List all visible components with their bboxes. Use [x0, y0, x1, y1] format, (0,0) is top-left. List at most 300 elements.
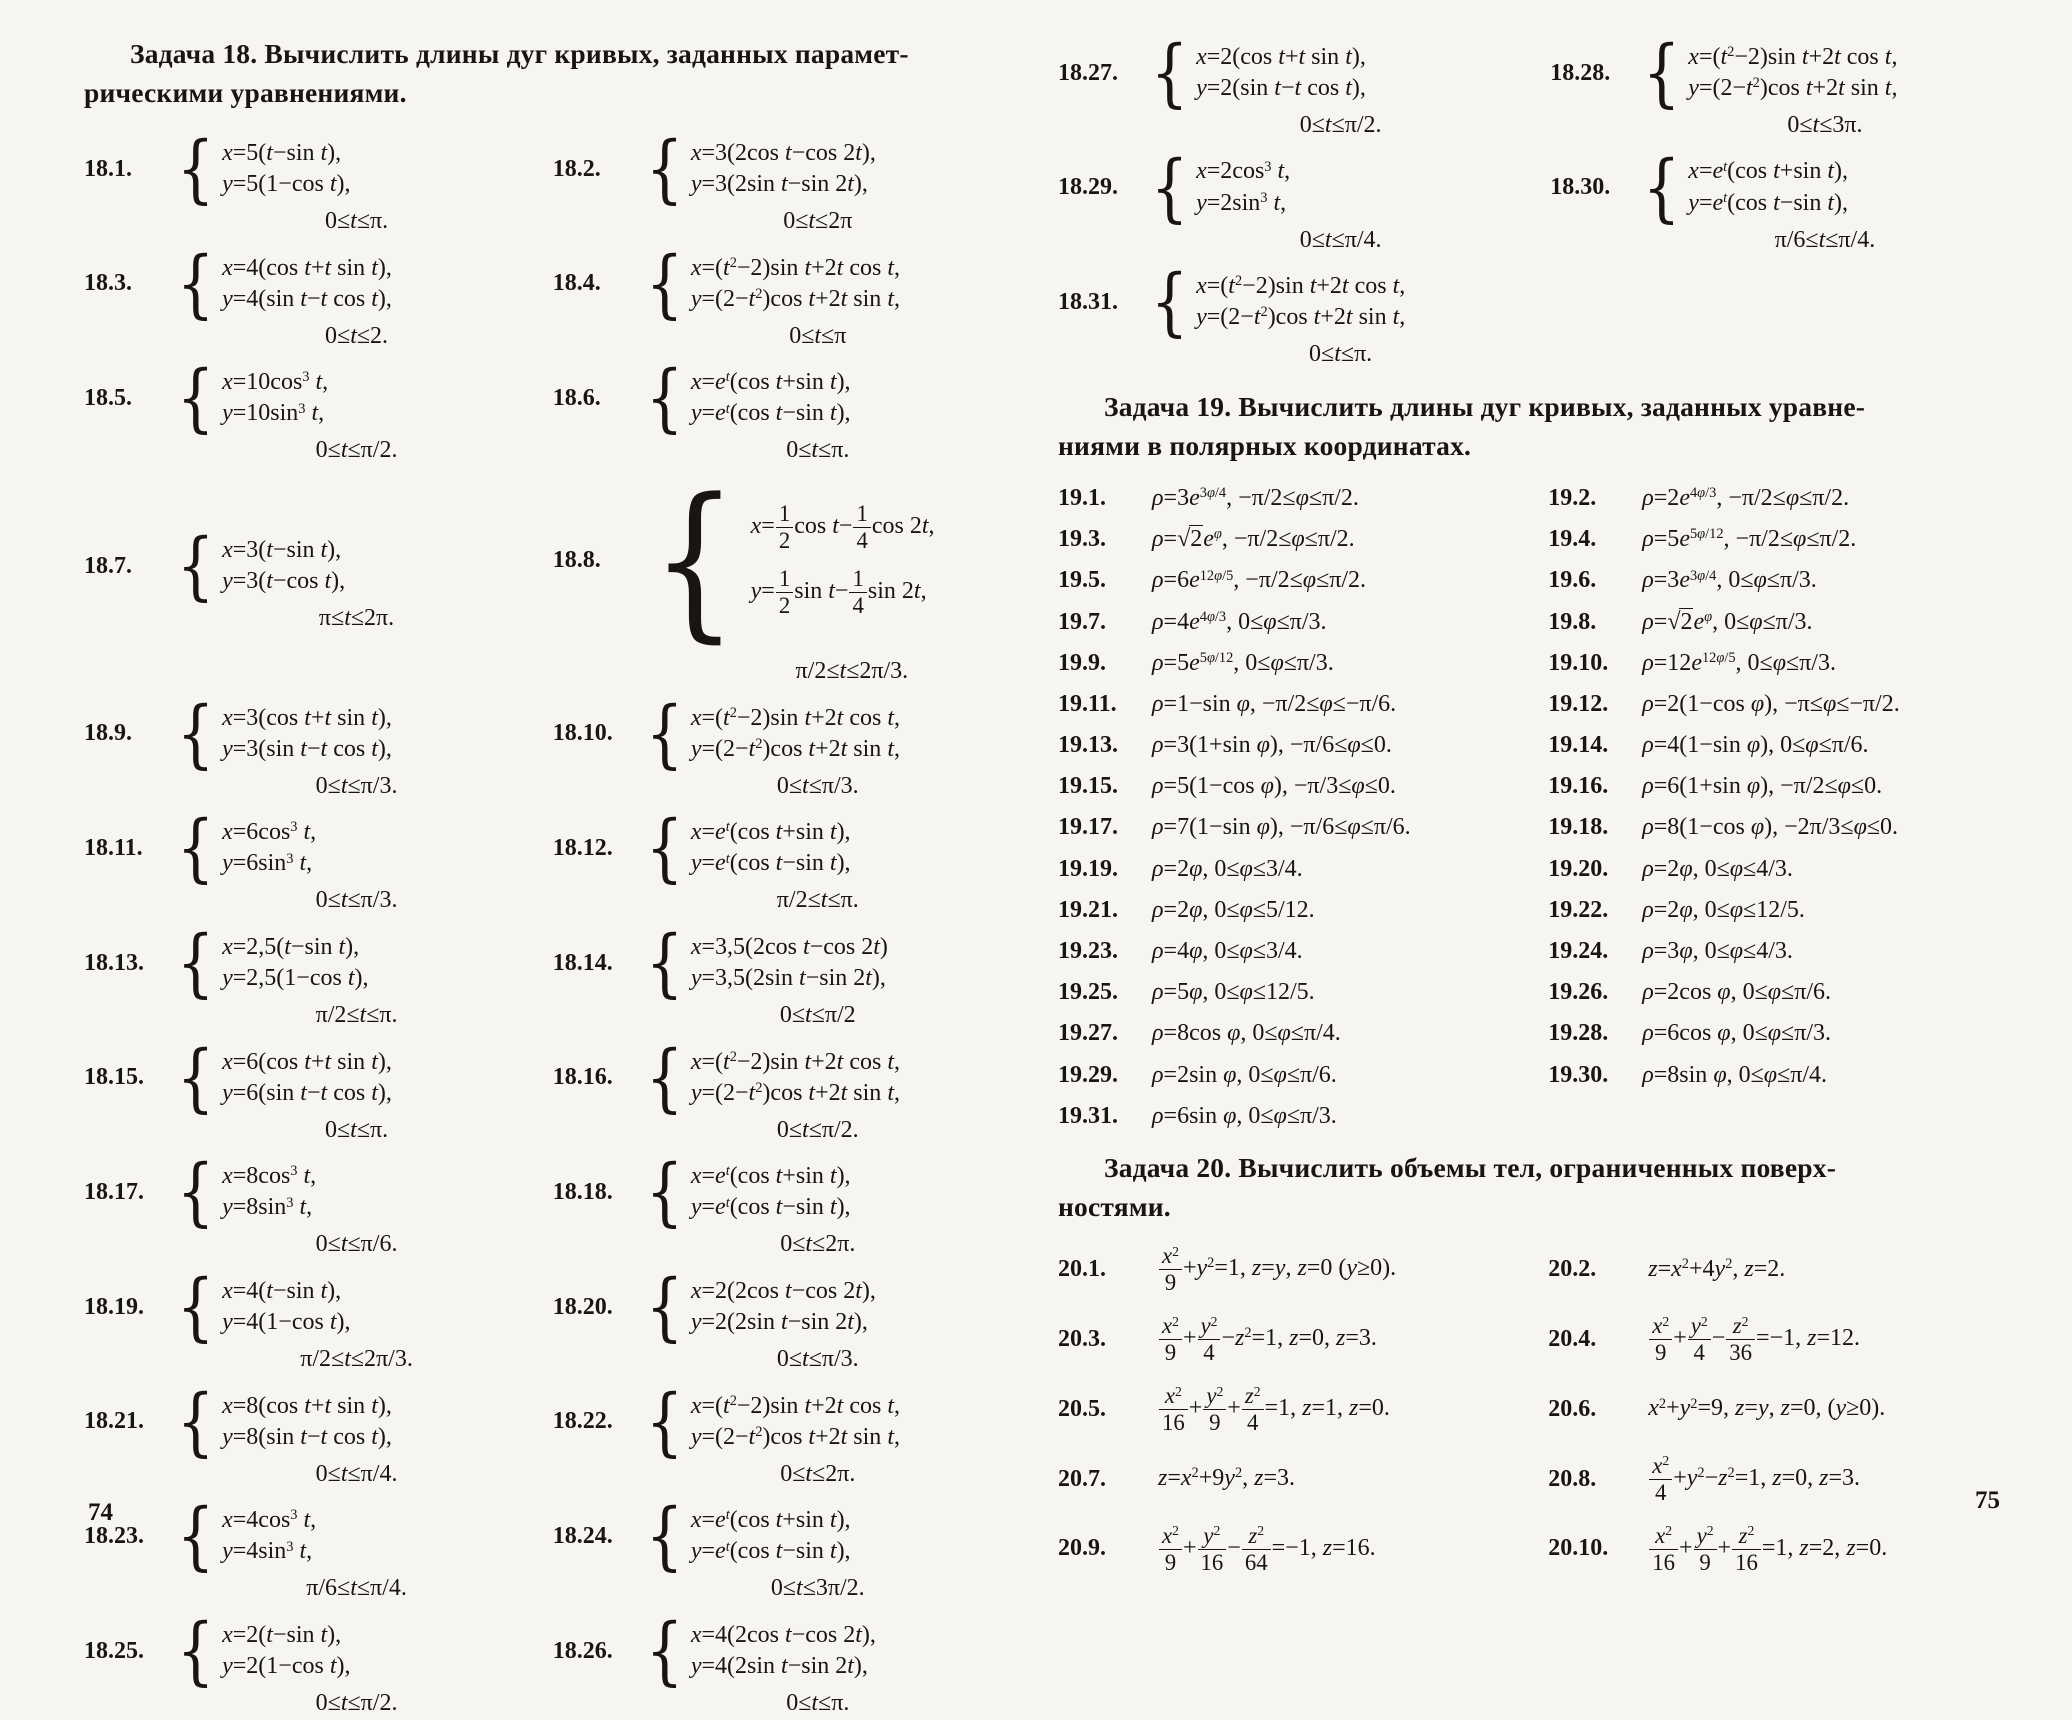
problem-body: $\frac{x^2}{9}$ + $\frac{y^2}{4}$ − $\frac{z^2}{36}$ =−1, z=12. [1642, 1325, 1860, 1351]
problem-system [552, 240, 990, 353]
problem-system [1550, 144, 2010, 257]
equation-y: y=3,5(2sin t−sin 2t), [690, 965, 886, 992]
section18-heading-line1: Вычислить длины дуг кривых, заданных парамет- [257, 38, 909, 69]
problem-number: 18.4. [552, 270, 601, 297]
equation-x: x=4(2cos t−cos 2t), [690, 1621, 876, 1648]
system-brace: { [645, 355, 684, 442]
problem-body: ρ=6(1+sin φ), −π/2≤φ≤0. [1642, 773, 1883, 800]
problem-body: ρ=1−sin φ, −π/2≤φ≤−π/6. [1152, 690, 1397, 717]
problem-line [1548, 1454, 2010, 1505]
problem-number: 19.19. [1058, 855, 1118, 882]
equation-x: x=2(t−sin t), [222, 1621, 342, 1648]
problem-body: ρ=2(1−cos φ), −π≤φ≤−π/2. [1642, 690, 1900, 717]
problem-system [552, 1149, 990, 1261]
problem-number: 19.5. [1058, 567, 1106, 594]
system-brace: { [645, 1034, 684, 1121]
problem-line [1058, 1060, 1538, 1092]
problem-system [1058, 144, 1536, 257]
system-brace: { [651, 462, 737, 659]
equation-x: $x=e^t(\cos$ t+sin t), [690, 819, 851, 846]
problem-number: 19.6. [1548, 567, 1597, 594]
problem-body: ρ=6sin φ, 0≤φ≤π/3. [1152, 1102, 1337, 1129]
problem-number: 19.22. [1548, 896, 1609, 923]
problem-line [1058, 812, 1538, 844]
equation-y: $y=8\sin^3$ t, [222, 1194, 313, 1221]
problem-line [1058, 648, 1538, 680]
equation-y: y= $\frac{1}{2}$ sin t− $\frac{1}{4}$ sin 2t, [750, 566, 927, 619]
problem-system [1550, 30, 2010, 142]
problem-line [1548, 1524, 2010, 1575]
parameter-range: π/2≤t≤π. [776, 887, 859, 914]
problem-line [1548, 730, 2010, 762]
equation-y: y=2(2sin t−sin 2t), [690, 1309, 868, 1336]
parameter-range: 0≤t≤2. [325, 322, 389, 349]
problem-system [552, 1608, 990, 1720]
parameter-range: 0≤t≤π/6. [315, 1231, 398, 1258]
problem-system [1058, 30, 1536, 142]
system-brace: { [645, 126, 684, 213]
system-brace: { [176, 805, 215, 892]
problem-line [1058, 771, 1538, 803]
problem-system [84, 240, 539, 353]
problem-body: $\frac{x^2}{4}$ $+y^2-z^2=1$, z=0, z=3. [1642, 1465, 1860, 1491]
system-brace: { [176, 1149, 215, 1236]
equation-x: x=2(cos t+t sin t), [1196, 43, 1366, 70]
system-brace: { [176, 126, 215, 213]
problem-number: 18.23. [84, 1522, 144, 1549]
problem-body: $\frac{x^2}{9}$ $+y^2=1$, z=y, z=0 (y≥0). [1152, 1255, 1396, 1281]
problem-system [552, 462, 990, 688]
problem-body: $\rho=6e^{12\varphi/5}$, −π/2≤φ≤π/2. [1152, 567, 1367, 594]
problem-body: ρ=8(1−cos φ), −2π/3≤φ≤0. [1642, 814, 1899, 841]
problem-system [84, 1034, 539, 1147]
system-brace: { [1150, 144, 1189, 231]
problem-line [1548, 936, 2010, 968]
section18-heading-line2: рическими уравнениями. [84, 77, 407, 109]
problem-number: 19.18. [1548, 814, 1609, 841]
equation-x: $x=6\cos^3$ t, [222, 819, 317, 846]
problem-body: ρ=2φ, 0≤φ≤12/5. [1642, 896, 1805, 923]
parameter-range: 0≤t≤π. [1309, 341, 1373, 368]
parameter-range: 0≤t≤π. [324, 208, 389, 235]
problem-system [84, 1378, 539, 1491]
problem-line [1548, 689, 2010, 721]
equation-x: x=3,5(2cos t−cos 2t) [690, 933, 888, 960]
problem-number: 19.11. [1058, 690, 1117, 717]
system-brace: { [176, 1608, 215, 1695]
problem-number: 18.11. [84, 834, 143, 861]
system-brace: { [645, 1493, 684, 1580]
problem-line [1548, 854, 2010, 886]
equation-x: x=6(cos t+t sin t), [222, 1048, 392, 1075]
equation-y: $y=6\sin^3$ t, [222, 850, 313, 877]
section19-heading-line1: Вычислить длины дуг кривых, заданных уравне- [1231, 391, 1866, 423]
problem-body: ρ=7(1−sin φ), −π/6≤φ≤π/6. [1152, 814, 1411, 841]
problem-number: 19.14. [1548, 732, 1609, 759]
parameter-range: 0≤t≤π [789, 322, 847, 349]
problem-body: $\frac{x^2}{16}$ + $\frac{y^2}{9}$ + $\frac{z^2}{16}$ =1, z=2, z=0. [1642, 1535, 1887, 1561]
section18-heading [84, 34, 990, 112]
problem-number: 18.3. [84, 270, 132, 297]
problem-line [1548, 895, 2010, 927]
problem-number: 18.28. [1550, 59, 1611, 86]
problem-body: $\frac{x^2}{9}$ + $\frac{y^2}{16}$ − $\frac{z^2}{64}$ =−1, z=16. [1152, 1535, 1376, 1561]
problem-body: $x^2+y^2=9$, z=y, z=0, (y≥0). [1648, 1395, 1886, 1422]
problem-line [1548, 648, 2010, 680]
problem-number: 19.25. [1058, 979, 1118, 1006]
problem-system [84, 355, 539, 467]
problem-number: 19.27. [1058, 1020, 1118, 1047]
problem-body: $\rho=3e^{3\varphi/4}$, −π/2≤φ≤π/2. [1152, 485, 1359, 512]
problem-system [552, 1378, 990, 1491]
problem-number: 19.20. [1548, 855, 1609, 882]
problem-number: 18.31. [1058, 288, 1118, 315]
problem-line [1058, 1101, 1538, 1133]
problem-line [1548, 607, 2010, 639]
system-brace: { [645, 920, 684, 1007]
problem-body: $\rho=√2e^\varphi$, −π/2≤φ≤π/2. [1152, 526, 1355, 553]
page-75 [1030, 0, 2072, 1579]
problem-body: ρ=8sin φ, 0≤φ≤π/4. [1642, 1061, 1828, 1088]
problem-system [84, 920, 539, 1032]
problem-body: ρ=2sin φ, 0≤φ≤π/6. [1152, 1061, 1337, 1088]
problem-number: 19.8. [1548, 608, 1597, 635]
parameter-range: 0≤t≤π/3. [776, 1346, 859, 1373]
parameter-range: 0≤t≤3π. [1787, 112, 1863, 138]
problem-system [552, 1264, 990, 1376]
problem-line [1058, 1463, 1538, 1495]
problem-number: 19.28. [1548, 1020, 1609, 1047]
problem-line [1548, 483, 2010, 515]
problem-body: ρ=3(1+sin φ), −π/6≤φ≤0. [1152, 732, 1392, 759]
problem-number: 20.1. [1058, 1256, 1106, 1283]
problem-body: $\frac{x^2}{9}$ + $\frac{y^2}{4}$ $-z^2=1$, z=0, z=3. [1152, 1325, 1377, 1351]
equation-x: $x=(t^2-2)\sin$ t+2t cos t, [690, 254, 900, 281]
problem-number: 18.15. [84, 1064, 144, 1091]
problem-line [1548, 1314, 2010, 1365]
problem-line [1058, 524, 1538, 556]
equation-y: $y=e^t(\cos$ t−sin t), [1688, 189, 1849, 216]
problem-number: 18.29. [1058, 174, 1118, 201]
problem-line [1548, 1393, 2010, 1425]
problem-system [552, 690, 990, 803]
problem-system [84, 1264, 539, 1376]
problem-line [1548, 977, 2010, 1009]
equation-y: y=2(1−cos t), [222, 1653, 351, 1680]
system-brace: { [176, 240, 215, 327]
problem-number: 18.1. [84, 155, 132, 182]
problem-line [1058, 1244, 1538, 1295]
system-brace: { [645, 1608, 684, 1695]
problem-number: 20.10. [1548, 1535, 1609, 1562]
problem-number: 18.12. [552, 834, 613, 861]
parameter-range: 0≤t≤2π. [780, 1460, 856, 1487]
parameter-range: π/6≤t≤π/4. [306, 1575, 407, 1602]
system-brace: { [176, 690, 215, 777]
system-brace: { [645, 805, 684, 892]
problem-line [1548, 1254, 2010, 1286]
problem-body: ρ=5(1−cos φ), −π/3≤φ≤0. [1152, 773, 1396, 800]
problem-system [84, 805, 539, 917]
problem-line [1548, 565, 2010, 597]
problem-body: ρ=5φ, 0≤φ≤12/5. [1152, 979, 1315, 1006]
problem-number: 19.1. [1058, 485, 1106, 512]
problem-line [1058, 936, 1538, 968]
problem-body: ρ=4(1−sin φ), 0≤φ≤π/6. [1642, 732, 1869, 759]
parameter-range: 0≤t≤π/2. [315, 437, 398, 464]
equation-x: $x=(t^2-2)\sin$ t+2t cos t, [690, 1392, 900, 1419]
parameter-range: π≤t≤2π. [318, 605, 395, 632]
equation-x: $x=2\cos^3$ t, [1196, 158, 1291, 185]
equation-y: y=4(2sin t−sin 2t), [690, 1653, 868, 1680]
problem-system [1058, 259, 1536, 371]
parameter-range: 0≤t≤π/2. [1299, 112, 1382, 138]
equation-y: $y=4\sin^3$ t, [222, 1538, 313, 1565]
equation-x: x=3(t−sin t), [222, 536, 342, 563]
problem-system [552, 126, 990, 238]
equation-x: x=3(2cos t−cos 2t), [690, 139, 876, 166]
equation-x: $x=e^t(\cos$ t+sin t), [690, 1507, 851, 1534]
equation-y: $y=(2-t^2)\cos$ t+2t sin t, [690, 1079, 900, 1106]
equation-y: y=4(sin t−t cos t), [222, 285, 392, 312]
problem-number: 18.10. [552, 720, 613, 747]
problem-number: 20.9. [1058, 1535, 1106, 1562]
equation-y: $y=2\sin^3$ t, [1196, 189, 1287, 216]
parameter-range: π/2≤t≤π. [315, 1002, 398, 1029]
system-brace: { [645, 240, 684, 327]
problem-number: 18.26. [552, 1637, 613, 1664]
problem-line [1058, 977, 1538, 1009]
problem-number: 20.6. [1548, 1396, 1597, 1423]
equation-y: y=2(sin t−t cos t), [1196, 75, 1366, 101]
problem-system [84, 1149, 539, 1261]
problem-system [552, 1493, 990, 1605]
problem-number: 18.22. [552, 1408, 613, 1435]
problem-body: $\rho=4e^{4\varphi/3}$, 0≤φ≤π/3. [1152, 608, 1327, 635]
equation-x: x=5(t−sin t), [222, 139, 342, 166]
parameter-range: π/2≤t≤2π/3. [795, 658, 909, 685]
equation-y: $y=(2-t^2)\cos$ t+2t sin t, [690, 285, 900, 312]
problem-number: 19.23. [1058, 938, 1118, 964]
problem-body: ρ=3φ, 0≤φ≤4/3. [1642, 938, 1793, 964]
parameter-range: π/6≤t≤π/4. [1774, 226, 1876, 253]
problem-number: 20.5. [1058, 1395, 1106, 1422]
equation-y: $y=(2-t^2)\cos$ t+2t sin t, [1688, 75, 1898, 101]
problem-number: 18.20. [552, 1293, 613, 1320]
problem-body: ρ=6cos φ, 0≤φ≤π/3. [1642, 1020, 1831, 1047]
problem-number: 19.17. [1058, 814, 1118, 841]
problem-number: 18.14. [552, 949, 613, 976]
equation-y: $y=e^t(\cos$ t−sin t), [690, 1538, 851, 1565]
equation-x: $x=e^t(\cos$ t+sin t), [690, 1163, 851, 1190]
problem-body: ρ=4φ, 0≤φ≤3/4. [1152, 938, 1303, 964]
problem-system [552, 805, 990, 917]
problem-body: ρ=2φ, 0≤φ≤3/4. [1152, 855, 1303, 882]
equation-x: $x=10\cos^3$ t, [222, 369, 329, 396]
equation-x: $x=(t^2-2)\sin$ t+2t cos t, [1196, 273, 1406, 300]
problem-line [1058, 895, 1538, 927]
equation-x: x=3(cos t+t sin t), [222, 704, 392, 731]
problem-body: ρ=2cos φ, 0≤φ≤π/6. [1642, 979, 1831, 1006]
problem-number: 18.5. [84, 384, 132, 411]
parameter-range: 0≤t≤π/4. [1299, 226, 1382, 253]
equation-y: $y=10\sin^3$ t, [222, 400, 325, 427]
parameter-range: 0≤t≤π. [786, 1690, 850, 1717]
problem-number: 18.24. [552, 1522, 613, 1549]
equation-x: $x=8\cos^3$ t, [222, 1163, 317, 1190]
problem-number: 19.7. [1058, 608, 1106, 635]
problem-system [552, 920, 990, 1032]
equation-x: $x=(t^2-2)\sin$ t+2t cos t, [690, 1048, 900, 1075]
page-74 [0, 0, 1030, 1717]
system-brace: { [645, 1264, 684, 1351]
equation-y: y=6(sin t−t cos t), [222, 1079, 392, 1106]
equation-x: x=2(2cos t−cos 2t), [690, 1277, 876, 1304]
problem-body: $\rho=5e^{5\varphi/12}$, 0≤φ≤π/3. [1152, 649, 1334, 676]
problem-number: 19.30. [1548, 1061, 1609, 1088]
problem-number: 19.26. [1548, 979, 1609, 1006]
problem-line [1548, 1060, 2010, 1092]
equation-x: $x=(t^2-2)\sin$ t+2t cos t, [690, 704, 900, 731]
page-number-75: 75 [1975, 1487, 2000, 1514]
equation-x: x=8(cos t+t sin t), [222, 1392, 392, 1419]
problem-number: 18.7. [84, 552, 132, 579]
problem-number: 19.2. [1548, 485, 1597, 512]
system-brace: { [176, 920, 215, 1007]
problem-number: 19.16. [1548, 773, 1609, 800]
problem-number: 19.3. [1058, 526, 1106, 553]
problem-line [1058, 607, 1538, 639]
problem-number: 19.15. [1058, 773, 1118, 800]
system-brace: { [176, 1264, 215, 1351]
problem-line [1058, 730, 1538, 762]
problem-body: $z=x^2+9y^2$, z=3. [1158, 1465, 1296, 1492]
system-brace: { [645, 1149, 684, 1236]
section19-heading-line2: ниями в полярных координатах. [1058, 430, 1472, 462]
equation-y: y=5(1−cos t), [222, 171, 351, 198]
problem-system [552, 355, 990, 467]
problem-number: 20.7. [1058, 1465, 1106, 1492]
section20-heading-label: Задача 20. [1104, 1152, 1232, 1184]
parameter-range: 0≤t≤π/2 [779, 1002, 856, 1029]
equation-y: y=8(sin t−t cos t), [222, 1423, 392, 1450]
equation-y: $y=e^t(\cos$ t−sin t), [690, 400, 851, 427]
system-brace: { [645, 690, 684, 777]
problem-number: 18.13. [84, 949, 144, 976]
problem-number: 19.21. [1058, 896, 1118, 923]
problem-number: 18.16. [552, 1064, 613, 1091]
problem-line [1058, 1524, 1538, 1575]
equation-x: x=2,5(t−sin t), [222, 933, 360, 960]
section18-problem-grid-right-page [1058, 30, 2010, 371]
problem-number: 19.4. [1548, 526, 1597, 553]
equation-y: y=3(sin t−t cos t), [222, 735, 392, 762]
problem-body: ρ=8cos φ, 0≤φ≤π/4. [1152, 1020, 1341, 1047]
problem-system [84, 126, 539, 238]
system-brace: { [176, 1378, 215, 1465]
problem-system [84, 690, 539, 803]
parameter-range: 0≤t≤2π. [780, 1231, 856, 1258]
problem-body: $\rho=3e^{3\varphi/4}$, 0≤φ≤π/3. [1642, 567, 1817, 594]
problem-body: $\frac{x^2}{16}$ + $\frac{y^2}{9}$ + $\frac{z^2}{4}$ =1, z=1, z=0. [1152, 1395, 1390, 1421]
problem-line [1548, 771, 2010, 803]
problem-line [1548, 524, 2010, 556]
problem-line [1058, 689, 1538, 721]
section18-heading-label: Задача 18. [130, 38, 258, 69]
system-brace: { [1150, 259, 1189, 346]
problem-line [1548, 1018, 2010, 1050]
system-brace: { [645, 1378, 684, 1465]
parameter-range: 0≤t≤π/2. [776, 1116, 859, 1143]
problem-line [1058, 1018, 1538, 1050]
problem-body: $\rho=2e^{4\varphi/3}$, −π/2≤φ≤π/2. [1642, 485, 1850, 512]
equation-y: y=4(1−cos t), [222, 1309, 351, 1336]
equation-x: $x=e^t(\cos$ t+sin t), [690, 369, 851, 396]
problem-line [1058, 565, 1538, 597]
problem-number: 18.6. [552, 384, 601, 411]
equation-y: y=3(2sin t−sin 2t), [690, 171, 868, 198]
parameter-range: π/2≤t≤2π/3. [300, 1346, 413, 1373]
problem-number: 19.10. [1548, 649, 1609, 676]
problem-line [1548, 812, 2010, 844]
problem-number: 18.19. [84, 1293, 144, 1320]
system-brace: { [176, 355, 215, 442]
system-brace: { [176, 523, 215, 610]
problem-number: 18.8. [552, 546, 601, 573]
system-brace: { [1642, 30, 1681, 116]
problem-number: 19.31. [1058, 1102, 1118, 1129]
equation-x: x= $\frac{1}{2}$ cos t− $\frac{1}{4}$ cos 2t, [750, 501, 935, 554]
problem-number: 19.9. [1058, 649, 1106, 676]
equation-x: $x=4\cos^3$ t, [222, 1507, 317, 1534]
problem-body: $\rho=5e^{5\varphi/12}$, −π/2≤φ≤π/2. [1642, 526, 1857, 553]
problem-number: 20.3. [1058, 1325, 1106, 1352]
section20-heading [1058, 1148, 2010, 1226]
problem-body: $z=x^2+4y^2$, z=2. [1648, 1255, 1786, 1282]
parameter-range: 0≤t≤π. [324, 1116, 389, 1143]
problem-number: 19.13. [1058, 732, 1118, 759]
page-number-74: 74 [88, 1499, 113, 1526]
problem-number: 18.2. [552, 155, 601, 182]
equation-y: $y=(2-t^2)\cos$ t+2t sin t, [690, 735, 900, 762]
problem-body: $\rho=√2e^\varphi$, 0≤φ≤π/3. [1642, 608, 1813, 635]
parameter-range: 0≤t≤π/3. [315, 772, 398, 799]
equation-y: y=2,5(1−cos t), [222, 965, 369, 992]
problem-number: 20.4. [1548, 1325, 1597, 1352]
problem-number: 18.17. [84, 1178, 144, 1205]
problem-body: $\rho=12e^{12\varphi/5}$, 0≤φ≤π/3. [1642, 649, 1836, 676]
section19-heading [1058, 387, 2010, 465]
problem-line [1058, 854, 1538, 886]
equation-y: $y=(2-t^2)\cos$ t+2t sin t, [690, 1423, 900, 1450]
problem-number: 20.8. [1548, 1465, 1597, 1492]
problem-system [84, 523, 539, 635]
section18-problem-grid-left-page [84, 126, 990, 1720]
system-brace: { [176, 1493, 215, 1580]
section19-problem-grid [1058, 483, 2010, 1132]
problem-line [1058, 483, 1538, 515]
parameter-range: 0≤t≤2π [783, 208, 853, 235]
equation-y: $y=e^t(\cos$ t−sin t), [690, 1194, 851, 1221]
problem-number: 19.24. [1548, 938, 1609, 964]
problem-number: 18.25. [84, 1637, 144, 1664]
section20-problem-grid [1058, 1244, 2010, 1574]
parameter-range: 0≤t≤π/3. [315, 887, 398, 914]
parameter-range: 0≤t≤π/4. [315, 1460, 398, 1487]
equation-y: $y=e^t(\cos$ t−sin t), [690, 850, 851, 877]
section20-heading-line2: ностями. [1058, 1191, 1171, 1223]
equation-y: $y=(2-t^2)\cos$ t+2t sin t, [1196, 304, 1406, 331]
